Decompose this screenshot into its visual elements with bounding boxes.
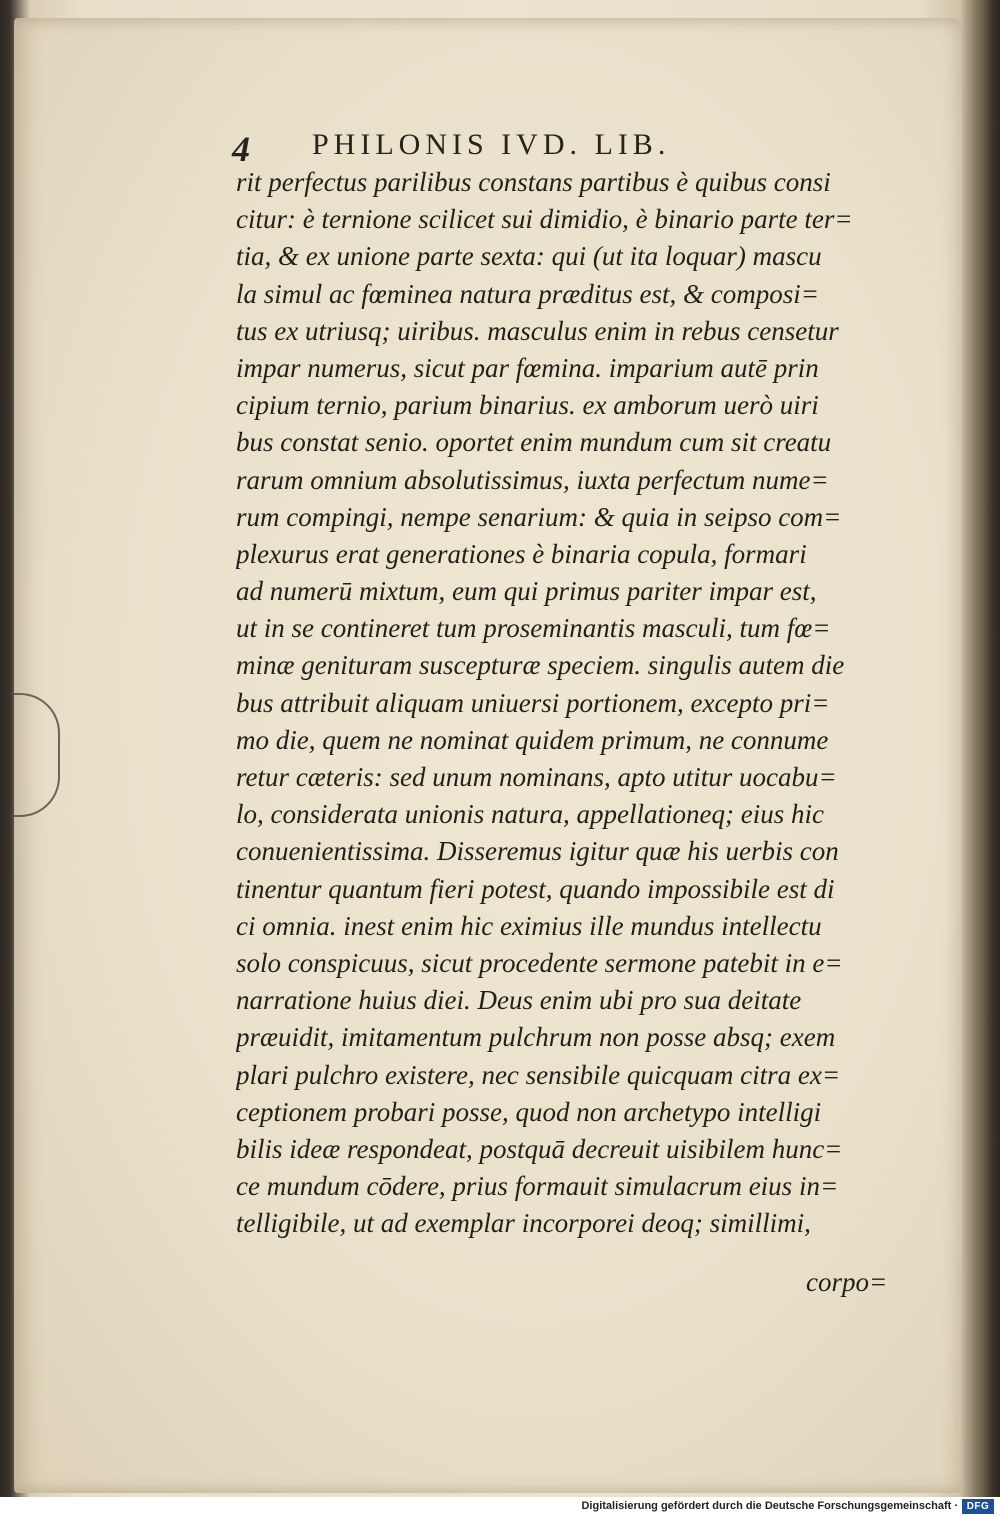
digitization-footer [0,1497,1000,1517]
text-line: plari pulchro existere, nec sensibile quicquam citra ex= [236,1059,841,1090]
page-header [232,118,792,169]
text-line: præuidit, imitamentum pulchrum non posse absq; exem [236,1022,836,1053]
text-line: impar numerus, sicut par fœmina. imparium autē prin [236,352,819,383]
text-line: retur cæteris: sed unum nominans, apto utitur uocabu= [236,762,837,792]
folio-number: 4 [232,129,250,169]
text-line: tinentur quantum fieri potest, quando impossibile est di [236,873,835,904]
text-line: conuenientissima. Disseremus igitur quæ his uerbis con [236,836,839,867]
text-line: rarum omnium absolutissimus, iuxta perfectum nume= [236,464,829,495]
footer-credit: Digitalisierung gefördert durch die Deutsche Forschungsgemeinschaft · [581,1500,958,1512]
text-line: bus attribuit aliquam uniuersi portionem, excepto pri= [236,687,830,718]
text-line: citur: è ternione scilicet sui dimidio, è binario parte ter= [236,204,853,235]
page-edge-shadow [960,0,1000,1497]
text-line: rum compingi, nempe senarium: & quia in seipso com= [236,501,842,532]
text-line: tia, & ex unione parte sexta: qui (ut ita loquar) mascu [236,241,822,272]
text-line: bilis ideæ respondeat, postquā decreuit uisibilem hunc= [236,1133,843,1164]
text-line: narratione huius diei. Deus enim ubi pro sua deitate [236,985,802,1016]
text-line: lo, considerata unionis natura, appellationeq; eius hic [236,799,824,830]
clasp-mark [14,693,60,817]
text-line: telligibile, ut ad exemplar incorporei deoq; simillimi, [236,1208,811,1239]
text-line: ad numerū mixtum, eum qui primus pariter impar est, [236,576,817,607]
text-line: solo conspicuus, sicut procedente sermone patebit in e= [236,947,843,978]
running-head: PHILONIS IVD. LIB. [312,128,671,161]
text-line: rit perfectus parilibus constans partibus è quibus consi [236,167,831,197]
catchword: corpo= [806,1267,888,1297]
text-line: mo die, quem ne nominat quidem primum, ne connume [236,724,829,755]
text-line: ceptionem probari posse, quod non archetypo intelligi [236,1096,822,1127]
dfg-logo: DFG [962,1499,994,1514]
text-line: cipium ternio, parium binarius. ex amborum uerò uiri [236,390,819,421]
text-line: minæ genituram suscepturæ speciem. singulis autem die [236,650,845,681]
text-line: ce mundum cōdere, prius formauit simulacrum eius in= [236,1171,839,1202]
text-line: plexurus erat generationes è binaria copula, formari [236,538,807,569]
text-line: bus constat senio. oportet enim mundum cum sit creatu [236,427,832,458]
body-text [236,164,916,1242]
text-line: tus ex utriusq; uiribus. masculus enim in rebus censetur [236,315,839,346]
text-line: la simul ac fœminea natura præditus est, & composi= [236,278,819,309]
text-line: ut in se contineret tum proseminantis masculi, tum fœ= [236,613,831,644]
text-line: ci omnia. inest enim hic eximius ille mundus intellectu [236,910,822,941]
